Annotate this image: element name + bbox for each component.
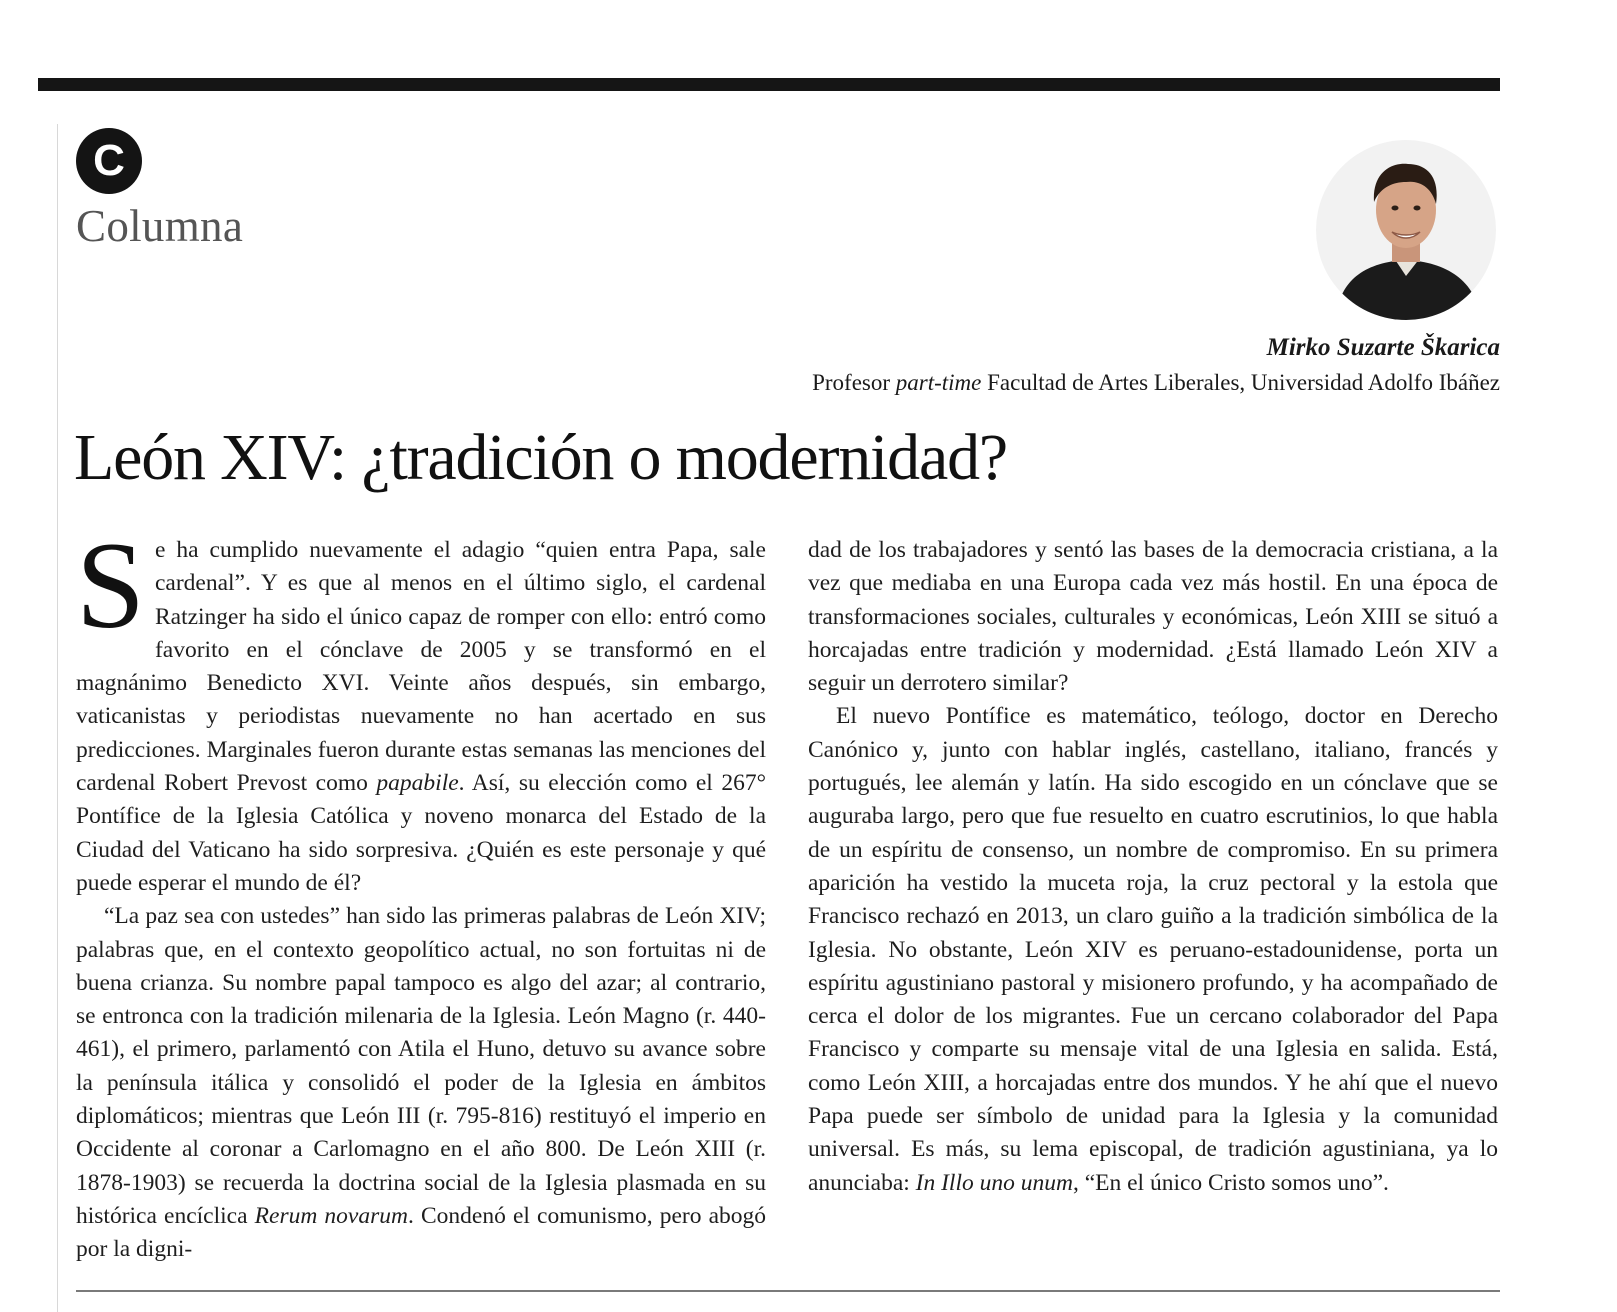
bottom-rule <box>76 1290 1500 1292</box>
author-role-italic: part-time <box>895 370 982 395</box>
paragraph-4-rest: , “En el único Cristo somos uno”. <box>1072 1169 1389 1196</box>
article-headline: León XIV: ¿tradición o modernidad? <box>74 421 1007 494</box>
author-role <box>812 370 1500 396</box>
paragraph-4-text: El nuevo Pontífice es matemático, teólogo, doctor en Derecho Canónico y, junto con hablar inglés, castellano, italiano, francés y portugués, lee alemán y latín. Ha sido escogido en un cónclave que se auguraba largo, pero que fue resuelto en cuatro escrutinios, lo que habla de un espíritu de consenso, un nombre de compromiso. En su primera aparición ha vestido la muceta roja, la cruz pectoral y la estola que Francisco rechazó en 2013, un claro guiño a la tradición simbólica de la Iglesia. No obstante, León XIV es peruano-estadounidense, porta un espíritu agustiniano pastoral y misionero profundo, y ha acompañado de cerca el dolor de los migrantes. Fue un cercano colaborador del Papa Francisco y comparte su mensaje vital de una Iglesia en salida. Está, como León XIII, a horcajadas entre dos mundos. Y he ahí que el nuevo Papa puede ser símbolo de unidad para la Iglesia y la comunidad universal. Es más, su lema episcopal, de tradición agustiniana, ya lo anunciaba: <box>808 703 1498 1196</box>
article-column-right <box>808 534 1498 1200</box>
author-role-prefix: Profesor <box>812 370 891 395</box>
paragraph-4 <box>808 700 1498 1199</box>
author-photo <box>1316 140 1496 320</box>
paragraph-4-italic: In Illo uno unum <box>915 1169 1073 1196</box>
paragraph-2-text: “La paz sea con ustedes” han sido las primeras palabras de León XIV; palabras que, en el contexto geopolítico actual, no son fortuitas ni de buena crianza. Su nombre papal tampoco es algo del azar; al contrario, se entronca con la tradición milenaria de la Iglesia. León Magno (r. 440-461), el primero, parlamentó con Atila el Huno, detuvo su avance sobre la península itálica y consolidó el poder de la Iglesia en ámbitos diplomáticos; mientras que León III (r. 795-816) restituyó el imperio en Occidente al coronar a Carlomagno en el año 800. De León XIII (r. 1878-1903) se recuerda la doctrina social de la Iglesia plasmada en su histórica encíclica <box>76 903 766 1229</box>
column-divider <box>57 124 58 1312</box>
paragraph-2-rest: . Condenó el comunismo, pero abogó por la digni- <box>76 1202 766 1263</box>
paragraph-2-italic: Rerum novarum <box>254 1202 408 1229</box>
paragraph-1 <box>76 517 767 900</box>
drop-cap: S <box>76 517 145 654</box>
top-rule <box>38 78 1500 91</box>
paragraph-1-italic: papabile <box>376 770 459 797</box>
author-role-suffix: Facultad de Artes Liberales, Universidad Adolfo Ibáñez <box>987 370 1500 395</box>
paragraph-3: dad de los trabajadores y sentó las bases de la democracia cristiana, a la vez que mediaba en una Europa cada vez más hostil. En una época de transformaciones sociales, culturales y económicas, León XIII se situó a horcajadas entre tradición y modernidad. ¿Está llamado León XIV a seguir un derrotero similar? <box>808 537 1498 697</box>
paragraph-1-rest: . Así, su elección como el 267° Pontífice de la Iglesia Católica y noveno monarca del Estado de la Ciudad del Vaticano ha sido sorpresiva. ¿Quién es este personaje y qué puede esperar el mundo de él? <box>76 770 767 896</box>
section-badge: C <box>76 128 142 194</box>
section-label: Columna <box>76 201 244 251</box>
paragraph-1-text: e ha cumplido nuevamente el adagio “quien entra Papa, sale cardenal”. Y es que al menos en el último siglo, el cardenal Ratzinger ha sido el único capaz de romper con ello: entró como favorito en el cónclave de 2005 y se transformó en el magnánimo Benedicto XVI. Veinte años después, sin embargo, vaticanistas y periodistas nuevamente no han acertado en sus predicciones. Marginales fueron durante estas semanas las menciones del cardenal Robert Prevost como <box>76 537 766 797</box>
article-column-left <box>76 517 767 1267</box>
paragraph-2 <box>76 900 766 1266</box>
author-name: Mirko Suzarte Škarica <box>1266 334 1500 361</box>
